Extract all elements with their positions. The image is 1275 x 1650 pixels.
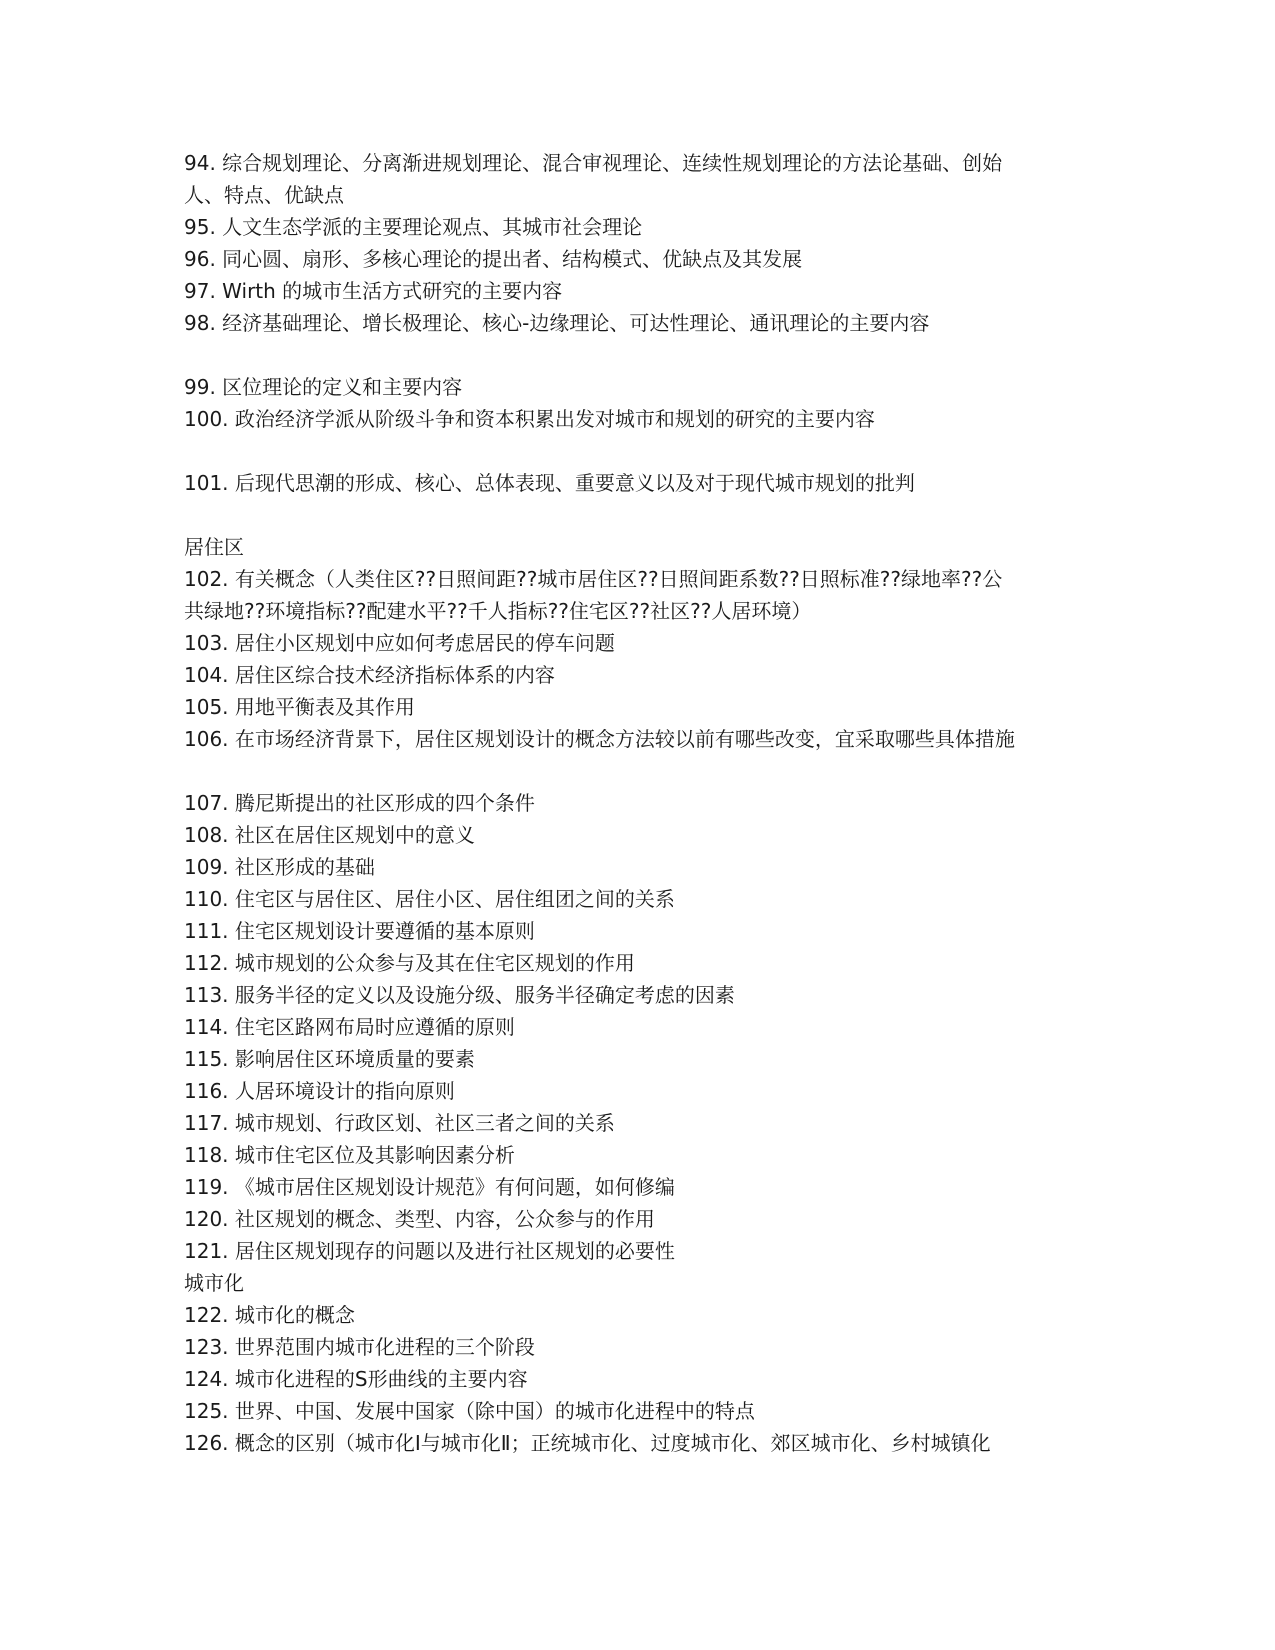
question-item: [184, 211, 1114, 243]
item-number: 99.: [184, 375, 216, 399]
question-item: [184, 787, 1114, 819]
text-line: [184, 1267, 1114, 1299]
item-number: 94.: [184, 151, 216, 175]
question-item: [184, 1107, 1114, 1139]
question-item: [184, 1171, 1114, 1203]
question-item: [184, 243, 1114, 275]
question-item: [184, 915, 1114, 947]
question-item: [184, 307, 1114, 339]
question-item: [184, 691, 1114, 723]
blank-line: [184, 499, 1114, 531]
blank-line: [184, 755, 1114, 787]
item-text: 城市规划的公众参与及其在住宅区规划的作用: [234, 951, 635, 975]
item-text: 城市住宅区位及其影响因素分析: [234, 1143, 515, 1167]
question-item: [184, 1427, 1114, 1459]
question-item: [184, 1011, 1114, 1043]
item-text: 居住区规划现存的问题以及进行社区规划的必要性: [234, 1239, 675, 1263]
item-text: 住宅区规划设计要遵循的基本原则: [234, 919, 535, 943]
question-item: [184, 371, 1114, 403]
question-item: [184, 851, 1114, 883]
item-text: 有关概念（人类住区??日照间距??城市居住区??日照间距系数??日照标准??绿地率??公: [234, 567, 1003, 591]
item-number: 123.: [184, 1335, 229, 1359]
item-text: 世界、中国、发展中国家（除中国）的城市化进程中的特点: [234, 1399, 755, 1423]
item-number: 95.: [184, 215, 216, 239]
item-number: 96.: [184, 247, 216, 271]
item-text: 居住区: [184, 535, 244, 559]
item-text: 用地平衡表及其作用: [234, 695, 415, 719]
item-number: 97.: [184, 279, 216, 303]
item-text: 城市化: [184, 1271, 244, 1295]
item-number: 118.: [184, 1143, 229, 1167]
question-item: [184, 1043, 1114, 1075]
question-item: [184, 1331, 1114, 1363]
blank-line: [184, 435, 1114, 467]
item-text: 政治经济学派从阶级斗争和资本积累出发对城市和规划的研究的主要内容: [234, 407, 875, 431]
item-number: 100.: [184, 407, 229, 431]
item-number: 115.: [184, 1047, 229, 1071]
item-text: 住宅区路网布局时应遵循的原则: [234, 1015, 515, 1039]
item-text: Wirth 的城市生活方式研究的主要内容: [222, 279, 563, 303]
item-text: 在市场经济背景下，居住区规划设计的概念方法较以前有哪些改变，宜采取哪些具体措施: [234, 727, 1015, 751]
item-number: 116.: [184, 1079, 229, 1103]
question-item: [184, 403, 1114, 435]
item-number: 104.: [184, 663, 229, 687]
item-text: 影响居住区环境质量的要素: [234, 1047, 475, 1071]
question-item: [184, 627, 1114, 659]
item-number: 113.: [184, 983, 229, 1007]
item-text: 共绿地??环境指标??配建水平??千人指标??住宅区??社区??人居环境）: [184, 599, 812, 623]
item-number: 103.: [184, 631, 229, 655]
item-number: 117.: [184, 1111, 229, 1135]
item-number: 105.: [184, 695, 229, 719]
item-text: 区位理论的定义和主要内容: [222, 375, 463, 399]
text-line: [184, 179, 1114, 211]
question-item: [184, 1395, 1114, 1427]
question-item: [184, 883, 1114, 915]
item-text: 居住小区规划中应如何考虑居民的停车问题: [234, 631, 615, 655]
question-item: [184, 659, 1114, 691]
item-text: 后现代思潮的形成、核心、总体表现、重要意义以及对于现代城市规划的批判: [234, 471, 915, 495]
item-text: 综合规划理论、分离渐进规划理论、混合审视理论、连续性规划理论的方法论基础、创始: [222, 151, 1003, 175]
question-item: [184, 947, 1114, 979]
document-page: [184, 147, 1114, 1459]
item-text: 社区形成的基础: [234, 855, 375, 879]
question-item: [184, 723, 1114, 755]
item-number: 125.: [184, 1399, 229, 1423]
question-item: [184, 1139, 1114, 1171]
question-item: [184, 819, 1114, 851]
item-number: 119.: [184, 1175, 229, 1199]
item-number: 106.: [184, 727, 229, 751]
item-text: 城市化进程的S形曲线的主要内容: [234, 1367, 528, 1391]
item-number: 120.: [184, 1207, 229, 1231]
item-number: 108.: [184, 823, 229, 847]
item-text: 住宅区与居住区、居住小区、居住组团之间的关系: [234, 887, 675, 911]
question-item: [184, 467, 1114, 499]
item-text: 社区规划的概念、类型、内容，公众参与的作用: [234, 1207, 655, 1231]
item-text: 《城市居住区规划设计规范》有何问题，如何修编: [234, 1175, 675, 1199]
item-number: 102.: [184, 567, 229, 591]
item-number: 109.: [184, 855, 229, 879]
item-number: 101.: [184, 471, 229, 495]
item-number: 122.: [184, 1303, 229, 1327]
item-text: 人居环境设计的指向原则: [234, 1079, 455, 1103]
item-number: 124.: [184, 1367, 229, 1391]
question-item: [184, 1203, 1114, 1235]
blank-line: [184, 339, 1114, 371]
question-item: [184, 979, 1114, 1011]
question-item: [184, 1363, 1114, 1395]
text-line: [184, 595, 1114, 627]
question-item: [184, 1235, 1114, 1267]
item-number: 111.: [184, 919, 229, 943]
item-number: 121.: [184, 1239, 229, 1263]
question-item: [184, 147, 1114, 179]
item-text: 腾尼斯提出的社区形成的四个条件: [234, 791, 535, 815]
item-text: 经济基础理论、增长极理论、核心-边缘理论、可达性理论、通讯理论的主要内容: [222, 311, 930, 335]
item-text: 世界范围内城市化进程的三个阶段: [234, 1335, 535, 1359]
item-text: 居住区综合技术经济指标体系的内容: [234, 663, 555, 687]
item-text: 人文生态学派的主要理论观点、其城市社会理论: [222, 215, 643, 239]
item-text: 城市规划、行政区划、社区三者之间的关系: [234, 1111, 615, 1135]
item-text: 城市化的概念: [234, 1303, 355, 1327]
question-item: [184, 563, 1114, 595]
item-number: 98.: [184, 311, 216, 335]
item-text: 服务半径的定义以及设施分级、服务半径确定考虑的因素: [234, 983, 735, 1007]
item-text: 人、特点、优缺点: [184, 183, 344, 207]
item-number: 110.: [184, 887, 229, 911]
question-item: [184, 1075, 1114, 1107]
text-line: [184, 531, 1114, 563]
item-number: 114.: [184, 1015, 229, 1039]
item-number: 112.: [184, 951, 229, 975]
question-item: [184, 1299, 1114, 1331]
item-text: 同心圆、扇形、多核心理论的提出者、结构模式、优缺点及其发展: [222, 247, 803, 271]
item-number: 107.: [184, 791, 229, 815]
item-text: 社区在居住区规划中的意义: [234, 823, 475, 847]
item-text: 概念的区别（城市化Ⅰ与城市化Ⅱ；正统城市化、过度城市化、郊区城市化、乡村城镇化: [234, 1431, 991, 1455]
question-item: [184, 275, 1114, 307]
item-number: 126.: [184, 1431, 229, 1455]
